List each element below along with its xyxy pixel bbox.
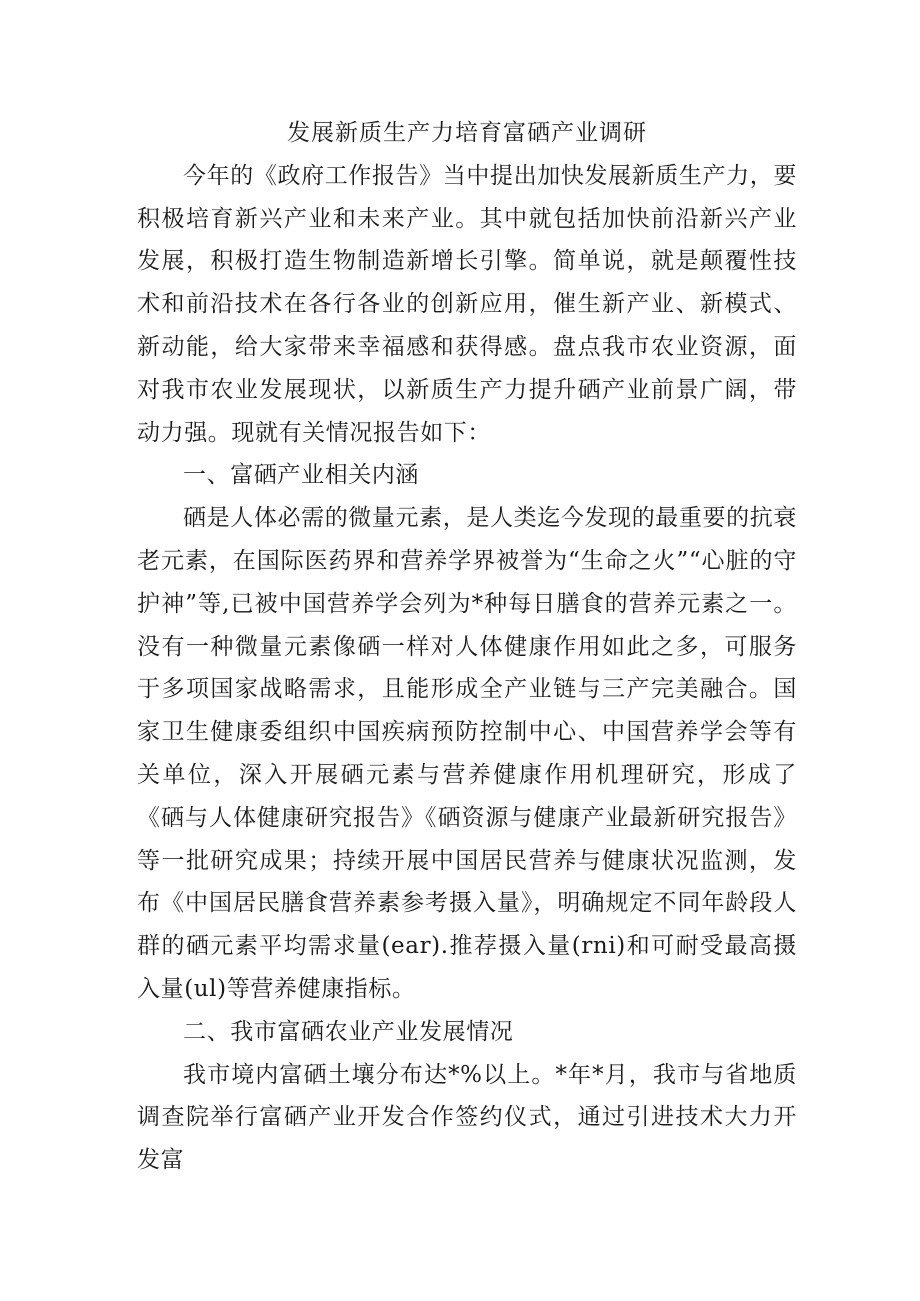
section-2-paragraph: 我市境内富硒土壤分布达*%以上。*年*月，我市与省地质调查院举行富硒产业开发合作签约仪式，通过引进技术大力开发富 [137,1061,797,1174]
document-page [137,112,797,1182]
document-title: 发展新质生产力培育富硒产业调研 [287,120,647,146]
section-2-heading: 二、我市富硒农业产业发展情况 [183,1018,514,1045]
section-1-paragraph: 硒是人体必需的微量元素，是人类迄今发现的最重要的抗衰老元素，在国际医药界和营养学界被誉为“生命之火”“心脏的守护神”等,已被中国营养学会列为*种每日膳食的营养元素之一。没有一种微量元素像硒一样对人体健康作用如此之多，可服务于多项国家战略需求，且能形成全产业链与三产完美融合。国家卫生健康委组织中国疾病预防控制中心、中国营养学会等有关单位，深入开展硒元素与营养健康作用机理研究，形成了《硒与人体健康研究报告》《硒资源与健康产业最新研究报告》等一批研究成果；持续开展中国居民营养与健康状况监测，发布《中国居民膳食营养素参考摄入量》，明确规定不同年龄段人群的硒元素平均需求量(ear).推荐摄入量(rni)和可耐受最高摄入量(ul)等营养健康指标。 [137,505,797,1002]
intro-paragraph: 今年的《政府工作报告》当中提出加快发展新质生产力，要积极培育新兴产业和未来产业。其中就包括加快前沿新兴产业发展，积极打造生物制造新增长引擎。简单说，就是颠覆性技术和前沿技术在各行各业的创新应用，催生新产业、新模式、新动能，给大家带来幸福感和获得感。盘点我市农业资源，面对我市农业发展现状，以新质生产力提升硒产业前景广阔，带动力强。现就有关情况报告如下： [137,162,797,446]
section-1-heading: 一、富硒产业相关内涵 [183,462,419,489]
